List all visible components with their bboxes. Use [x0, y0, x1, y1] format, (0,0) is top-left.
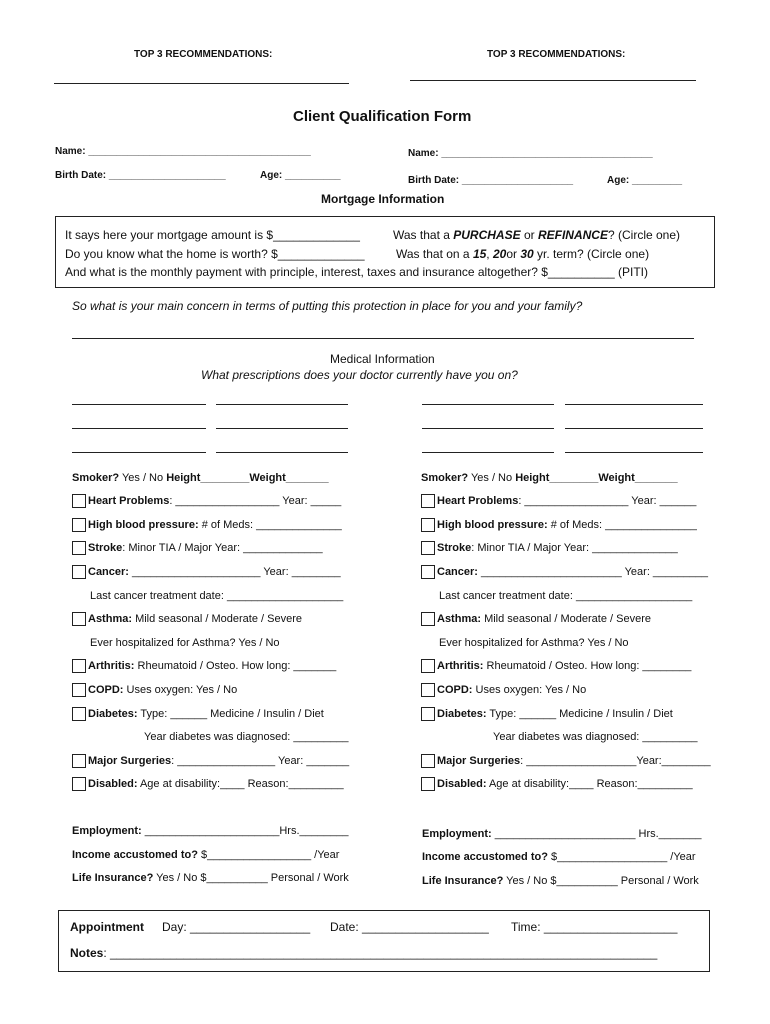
smoker-label: Smoker? [421, 472, 469, 484]
right-smoker-row[interactable] [421, 472, 678, 484]
heart-problems-checkbox[interactable] [72, 494, 86, 508]
right-arthritis-row[interactable] [421, 659, 691, 673]
purchase-question-text: Was that a [393, 228, 450, 242]
term-question[interactable]: Was that on a 15, 20or 30 yr. term? (Circle one) [396, 247, 650, 261]
right-asthma-row[interactable] [421, 612, 651, 626]
prescription-line[interactable] [72, 452, 206, 453]
meds-count-field[interactable]: # of Meds: _______________ [550, 518, 697, 531]
right-copd-row[interactable] [421, 683, 586, 697]
left-copd-row[interactable] [72, 683, 237, 697]
home-worth-field[interactable]: Do you know what the home is worth? $_____________ [65, 247, 365, 261]
notes-row[interactable] [70, 946, 657, 960]
heart-problems-fields[interactable]: : _________________ Year: ______ [518, 494, 697, 507]
left-disabled-row[interactable] [72, 777, 344, 791]
arthritis-fields[interactable]: Rheumatoid / Osteo. How long: ________ [486, 659, 692, 672]
diabetes-year-field[interactable]: Year diabetes was diagnosed: _________ [144, 731, 349, 743]
income-label: Income accustomed to? [422, 851, 548, 863]
left-income-row[interactable] [72, 849, 339, 861]
prescriptions-question: What prescriptions does your doctor currently have you on? [201, 368, 518, 382]
main-concern-question: So what is your main concern in terms of putting this protection in place for you and your family? [72, 299, 583, 313]
stroke-fields[interactable]: : Minor TIA / Major Year: _____________ [122, 541, 323, 554]
term-30-option[interactable]: 30 [520, 247, 534, 261]
left-stroke-row[interactable] [72, 541, 323, 555]
appointment-label: Appointment [70, 920, 144, 934]
employment-fields[interactable]: _______________________ Hrs._______ [494, 828, 702, 840]
disabled-fields[interactable]: Age at disability:____ Reason:_________ [139, 777, 344, 790]
disabled-label: Disabled: [88, 777, 138, 790]
left-employment-row[interactable] [72, 825, 348, 837]
right-income-row[interactable] [422, 851, 696, 863]
asthma-checkbox[interactable] [72, 612, 86, 626]
right-recommendations-label: TOP 3 RECOMMENDATIONS: [487, 49, 626, 60]
high-blood-pressure-checkbox[interactable] [72, 518, 86, 532]
cancer-treatment-date-field[interactable]: Last cancer treatment date: ___________________ [90, 590, 344, 602]
major-surgeries-fields[interactable]: : __________________Year:________ [520, 754, 711, 767]
term-suffix-text: yr. term? (Circle one) [537, 247, 650, 261]
stroke-label: Stroke [437, 541, 472, 554]
disabled-fields[interactable]: Age at disability:____ Reason:_________ [488, 777, 693, 790]
form-title: Client Qualification Form [293, 108, 472, 125]
heart-problems-label: Heart Problems [437, 494, 519, 507]
oxygen-options[interactable]: Uses oxygen: Yes / No [126, 683, 238, 696]
employment-label: Employment: [72, 825, 142, 837]
employment-fields[interactable]: ______________________Hrs.________ [144, 825, 349, 837]
high-blood-pressure-label: High blood pressure: [88, 518, 199, 531]
smoker-options[interactable]: Yes / No [470, 472, 513, 484]
major-surgeries-label: Major Surgeries [88, 754, 172, 767]
right-surgeries-row[interactable] [421, 754, 711, 768]
purchase-option[interactable]: PURCHASE [453, 228, 521, 242]
right-hbp-row[interactable] [421, 518, 697, 532]
diabetes-checkbox[interactable] [72, 707, 86, 721]
left-recommendations-label: TOP 3 RECOMMENDATIONS: [134, 49, 273, 60]
cancer-fields[interactable]: _____________________ Year: ________ [132, 565, 341, 578]
left-cancer-row[interactable] [72, 565, 341, 579]
cancer-label: Cancer: [437, 565, 478, 578]
height-weight-field[interactable]: Height________Weight_______ [166, 472, 329, 484]
medical-heading: Medical Information [330, 352, 435, 366]
arthritis-label: Arthritis: [437, 659, 484, 672]
stroke-checkbox[interactable] [72, 541, 86, 555]
height-weight-field[interactable]: Height________Weight_______ [515, 472, 678, 484]
prescription-line[interactable] [422, 452, 554, 453]
life-insurance-label: Life Insurance? [422, 875, 504, 887]
main-concern-answer-line[interactable] [72, 338, 694, 339]
employment-label: Employment: [422, 828, 492, 840]
cancer-checkbox[interactable] [72, 565, 86, 579]
left-name-field[interactable]: Name: ________________________________________ [55, 146, 311, 157]
right-life-insurance-row[interactable] [422, 875, 699, 887]
term-question-text: Was that on a [396, 247, 470, 261]
disabled-checkbox[interactable] [72, 777, 86, 791]
asthma-hospitalized-question[interactable]: Ever hospitalized for Asthma? Yes / No [90, 637, 280, 649]
notes-line[interactable]: : __________________________________________________________________________________ [103, 946, 658, 960]
cancer-treatment-date-field[interactable]: Last cancer treatment date: ___________________ [439, 590, 693, 602]
left-diabetes-row[interactable] [72, 707, 324, 721]
monthly-payment-field[interactable]: And what is the monthly payment with principle, interest, taxes and insurance altogether? $__________ (PITI) [65, 265, 649, 279]
asthma-label: Asthma: [437, 612, 482, 625]
notes-label: Notes [70, 946, 104, 960]
left-smoker-row[interactable] [72, 472, 329, 484]
purchase-refinance-question[interactable] [393, 228, 680, 242]
prescription-line[interactable] [216, 404, 348, 405]
asthma-checkbox[interactable] [421, 612, 435, 626]
asthma-severity-options[interactable]: Mild seasonal / Moderate / Severe [484, 612, 651, 625]
prescription-line[interactable] [565, 428, 703, 429]
left-surgeries-row[interactable] [72, 754, 349, 768]
left-age-field[interactable]: Age: __________ [260, 170, 341, 181]
right-name-field[interactable]: Name: ______________________________________ [408, 148, 653, 159]
circle-one-text: ? (Circle one) [607, 228, 681, 242]
stroke-checkbox[interactable] [421, 541, 435, 555]
income-field[interactable]: $_________________ /Year [200, 849, 340, 861]
stroke-fields[interactable]: : Minor TIA / Major Year: ______________ [471, 541, 678, 554]
left-heart-row[interactable] [72, 494, 341, 508]
diabetes-label: Diabetes: [437, 707, 487, 720]
or-text: or [523, 228, 535, 242]
high-blood-pressure-checkbox[interactable] [421, 518, 435, 532]
mortgage-amount-field[interactable]: It says here your mortgage amount is $_____________ [65, 228, 360, 242]
major-surgeries-checkbox[interactable] [72, 754, 86, 768]
diabetes-year-field[interactable]: Year diabetes was diagnosed: _________ [493, 731, 698, 743]
diabetes-label: Diabetes: [88, 707, 138, 720]
heart-problems-checkbox[interactable] [421, 494, 435, 508]
major-surgeries-label: Major Surgeries [437, 754, 521, 767]
income-label: Income accustomed to? [72, 849, 198, 861]
asthma-label: Asthma: [88, 612, 133, 625]
right-diabetes-row[interactable] [421, 707, 673, 721]
prescription-line[interactable] [565, 404, 703, 405]
appointment-day-field[interactable]: Day: __________________ [162, 920, 311, 934]
diabetes-fields[interactable]: Type: ______ Medicine / Insulin / Diet [489, 707, 673, 720]
diabetes-fields[interactable]: Type: ______ Medicine / Insulin / Diet [140, 707, 324, 720]
right-age-field[interactable]: Age: _________ [607, 175, 683, 186]
major-surgeries-checkbox[interactable] [421, 754, 435, 768]
appointment-time-field[interactable]: Time: ____________________ [511, 920, 678, 934]
right-stroke-row[interactable] [421, 541, 678, 555]
disabled-label: Disabled: [437, 777, 487, 790]
prescription-line[interactable] [216, 452, 348, 453]
left-hbp-row[interactable] [72, 518, 342, 532]
arthritis-checkbox[interactable] [421, 659, 435, 673]
cancer-fields[interactable]: _______________________ Year: _________ [481, 565, 708, 578]
income-field[interactable]: $__________________ /Year [550, 851, 696, 863]
left-birth-date-field[interactable]: Birth Date: _____________________ [55, 170, 226, 181]
mortgage-heading: Mortgage Information [321, 192, 445, 206]
appointment-date-field[interactable]: Date: ___________________ [330, 920, 489, 934]
major-surgeries-fields[interactable]: : ________________ Year: _______ [171, 754, 350, 767]
heart-problems-label: Heart Problems [88, 494, 170, 507]
right-employment-row[interactable] [422, 828, 702, 840]
stroke-label: Stroke [88, 541, 123, 554]
life-insurance-label: Life Insurance? [72, 872, 154, 884]
copd-label: COPD: [88, 683, 124, 696]
refinance-option[interactable]: REFINANCE [537, 228, 608, 242]
right-recommendations-line[interactable] [410, 80, 696, 81]
cancer-checkbox[interactable] [421, 565, 435, 579]
right-disabled-row[interactable] [421, 777, 693, 791]
right-cancer-row[interactable] [421, 565, 708, 579]
life-insurance-fields[interactable]: Yes / No $__________ Personal / Work [156, 872, 349, 884]
left-arthritis-row[interactable] [72, 659, 336, 673]
heart-problems-fields[interactable]: : _________________ Year: _____ [169, 494, 342, 507]
term-15-option[interactable]: 15 [472, 247, 487, 261]
left-recommendations-line[interactable] [54, 83, 349, 84]
asthma-hospitalized-question[interactable]: Ever hospitalized for Asthma? Yes / No [439, 637, 629, 649]
asthma-severity-options[interactable]: Mild seasonal / Moderate / Severe [135, 612, 302, 625]
prescription-line[interactable] [565, 452, 703, 453]
right-birth-date-field[interactable]: Birth Date: ____________________ [408, 175, 574, 186]
disabled-checkbox[interactable] [421, 777, 435, 791]
right-heart-row[interactable] [421, 494, 696, 508]
diabetes-checkbox[interactable] [421, 707, 435, 721]
prescription-line[interactable] [72, 404, 206, 405]
prescription-line[interactable] [422, 428, 554, 429]
cancer-label: Cancer: [88, 565, 129, 578]
copd-checkbox[interactable] [72, 683, 86, 697]
prescription-line[interactable] [216, 428, 348, 429]
oxygen-options[interactable]: Uses oxygen: Yes / No [475, 683, 587, 696]
smoker-options[interactable]: Yes / No [121, 472, 164, 484]
prescription-line[interactable] [72, 428, 206, 429]
left-life-insurance-row[interactable] [72, 872, 349, 884]
arthritis-checkbox[interactable] [72, 659, 86, 673]
term-20-option[interactable]: 20 [492, 247, 507, 261]
life-insurance-fields[interactable]: Yes / No $__________ Personal / Work [506, 875, 699, 887]
meds-count-field[interactable]: # of Meds: ______________ [201, 518, 342, 531]
arthritis-fields[interactable]: Rheumatoid / Osteo. How long: _______ [137, 659, 337, 672]
prescription-line[interactable] [422, 404, 554, 405]
arthritis-label: Arthritis: [88, 659, 135, 672]
copd-label: COPD: [437, 683, 473, 696]
high-blood-pressure-label: High blood pressure: [437, 518, 548, 531]
copd-checkbox[interactable] [421, 683, 435, 697]
left-asthma-row[interactable] [72, 612, 302, 626]
smoker-label: Smoker? [72, 472, 120, 484]
